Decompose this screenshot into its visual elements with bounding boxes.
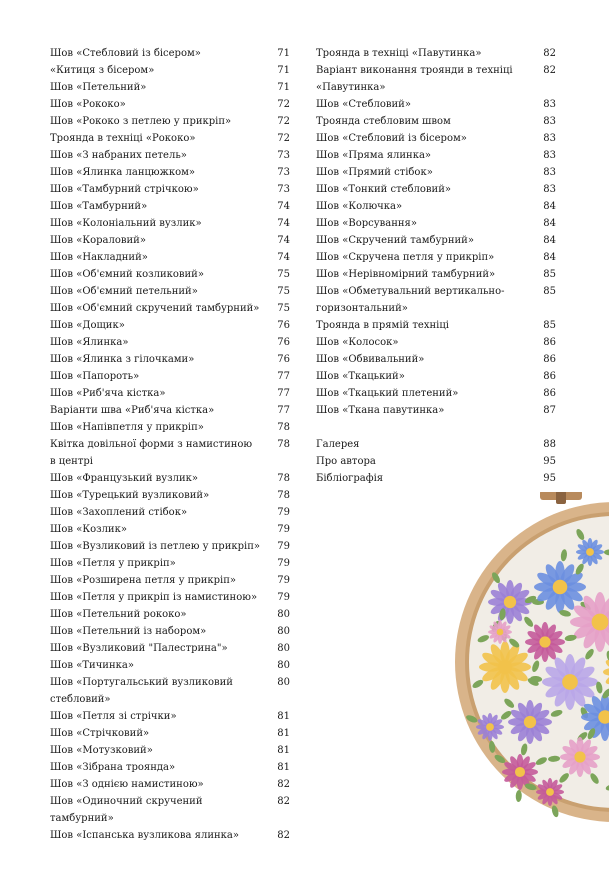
toc-entry-page: 79 <box>277 575 290 586</box>
toc-entry <box>50 266 290 283</box>
toc-entry-page: 78 <box>277 422 290 433</box>
toc-entry-page: 95 <box>543 456 556 467</box>
toc-entry <box>50 555 290 572</box>
toc-entry-page: 76 <box>277 337 290 348</box>
toc-entry-title: Квітка довільної форми з намистиною в центрі <box>50 439 253 467</box>
toc-entry-page: 86 <box>543 388 556 399</box>
toc-entry <box>50 385 290 402</box>
toc-entry <box>50 589 290 606</box>
toc-entry <box>50 147 290 164</box>
toc-entry <box>316 351 556 368</box>
toc-entry-title: Шов «Ткацький плетений» <box>316 388 459 399</box>
toc-entry-page: 79 <box>277 507 290 518</box>
toc-entry <box>50 351 290 368</box>
toc-entry-title: Шов «Іспанська вузликова ялинка» <box>50 830 239 841</box>
toc-entry-back-matter <box>316 470 556 487</box>
toc-entry-page: 81 <box>277 745 290 756</box>
flower-center-icon <box>524 716 536 728</box>
toc-entry-page: 83 <box>543 150 556 161</box>
flower-center-icon <box>574 751 585 762</box>
toc-entry-title: Варіанти шва «Риб'яча кістка» <box>50 405 215 416</box>
flower-center-icon <box>486 723 494 731</box>
toc-entry-title: Шов «Дощик» <box>50 320 125 331</box>
toc-entry <box>50 300 290 317</box>
toc-entry-title: Шов «Колосок» <box>316 337 399 348</box>
flower-center-icon <box>497 629 504 636</box>
toc-entry-page: 75 <box>277 286 290 297</box>
toc-entry-page: 85 <box>543 286 556 297</box>
toc-entry-page: 84 <box>543 218 556 229</box>
toc-entry-page: 74 <box>277 235 290 246</box>
toc-entry-page: 84 <box>543 235 556 246</box>
toc-entry-page: 71 <box>277 48 290 59</box>
toc-entry <box>50 334 290 351</box>
toc-entry <box>50 215 290 232</box>
toc-entry <box>50 249 290 266</box>
toc-entry <box>50 793 290 827</box>
toc-entry-page: 73 <box>277 184 290 195</box>
toc-entry-page: 75 <box>277 269 290 280</box>
toc-entry <box>50 96 290 113</box>
toc-entry-title: Шов «Скручений тамбурний» <box>316 235 474 246</box>
toc-entry-title: Шов «Напівпетля у прикріп» <box>50 422 204 433</box>
toc-entry <box>50 759 290 776</box>
toc-entry <box>50 827 290 844</box>
toc-entry-title: Шов «Петельний» <box>50 82 147 93</box>
toc-entry-title: Шов «Ткана павутинка» <box>316 405 445 416</box>
toc-entry <box>316 45 556 62</box>
toc-entry-title: Шов «Ялинка з гілочками» <box>50 354 195 365</box>
toc-entry-title: Шов «Об'ємний скручений тамбурний» <box>50 303 260 314</box>
toc-entry <box>316 181 556 198</box>
toc-entry <box>316 266 556 283</box>
toc-entry <box>50 130 290 147</box>
toc-entry-page: 74 <box>277 252 290 263</box>
toc-entry-page: 79 <box>277 558 290 569</box>
toc-entry <box>50 487 290 504</box>
toc-entry <box>50 232 290 249</box>
toc-entry-title: Шов «Риб'яча кістка» <box>50 388 166 399</box>
toc-entry-page: 81 <box>277 711 290 722</box>
toc-entry-title: Шов «Вузликовий із петлею у прикріп» <box>50 541 260 552</box>
toc-entry <box>50 113 290 130</box>
toc-entry-page: 80 <box>277 677 290 688</box>
toc-entry <box>316 96 556 113</box>
toc-entry-page: 82 <box>543 48 556 59</box>
toc-entry <box>50 470 290 487</box>
toc-entry-title: Шов «Турецький вузликовий» <box>50 490 210 501</box>
toc-entry-title: Шов «Рококо з петлею у прикріп» <box>50 116 232 127</box>
toc-entry-title: Шов «Тамбурний стрічкою» <box>50 184 199 195</box>
toc-entry <box>50 181 290 198</box>
toc-entry-page: 82 <box>277 779 290 790</box>
toc-entry <box>316 334 556 351</box>
toc-entry-page: 74 <box>277 201 290 212</box>
toc-entry-title: Шов «Тамбурний» <box>50 201 148 212</box>
toc-entry <box>316 368 556 385</box>
toc-entry-title: Шов «Тонкий стебловий» <box>316 184 451 195</box>
toc-entry <box>50 657 290 674</box>
toc-entry-title: Шов «Папороть» <box>50 371 140 382</box>
toc-entry-title: Шов «Обвивальний» <box>316 354 425 365</box>
toc-entry-page: 71 <box>277 82 290 93</box>
toc-entry <box>50 164 290 181</box>
toc-entry-page: 80 <box>277 626 290 637</box>
toc-entry-title: Шов «Нерівномірний тамбурний» <box>316 269 496 280</box>
toc-entry-title: Троянда в прямій техніці <box>316 320 449 331</box>
toc-entry <box>50 62 290 79</box>
toc-entry-title: Шов «Кораловий» <box>50 235 146 246</box>
toc-entry-title: Троянда стебловим швом <box>316 116 451 127</box>
toc-entry <box>316 113 556 130</box>
toc-entry-page: 84 <box>543 201 556 212</box>
toc-entry-title: Шов «Козлик» <box>50 524 127 535</box>
toc-entry <box>316 130 556 147</box>
flower-center-icon <box>539 636 550 647</box>
toc-entry <box>50 776 290 793</box>
toc-entry-page: 83 <box>543 133 556 144</box>
toc-entry-page: 76 <box>277 320 290 331</box>
toc-entry-page: 73 <box>277 167 290 178</box>
toc-entry-page: 79 <box>277 524 290 535</box>
flower-center-icon <box>498 660 513 675</box>
toc-entry <box>50 419 290 436</box>
toc-entry-page: 85 <box>543 269 556 280</box>
toc-entry-title: Шов «Ткацький» <box>316 371 405 382</box>
toc-entry-page: 74 <box>277 218 290 229</box>
toc-entry-title: Шов «Колючка» <box>316 201 403 212</box>
toc-entry-page: 78 <box>277 439 290 450</box>
toc-entry-title: Шов «Стебловий із бісером» <box>316 133 467 144</box>
toc-entry <box>316 317 556 334</box>
toc-entry-page: 72 <box>277 99 290 110</box>
toc-entry-page: 80 <box>277 643 290 654</box>
toc-entry-page: 83 <box>543 184 556 195</box>
toc-entry-page: 87 <box>543 405 556 416</box>
toc-entry-page: 78 <box>277 490 290 501</box>
toc-entry-title: Шов «Об'ємний петельний» <box>50 286 198 297</box>
toc-entry-title: Шов «З однією намистиною» <box>50 779 204 790</box>
toc-entry-title: Шов «Зібрана троянда» <box>50 762 176 773</box>
toc-entry-page: 79 <box>277 541 290 552</box>
toc-entry-page: 86 <box>543 354 556 365</box>
toc-entry-page: 83 <box>543 116 556 127</box>
toc-entry-page: 83 <box>543 99 556 110</box>
toc-entry <box>50 368 290 385</box>
toc-entry <box>50 504 290 521</box>
toc-entry-title: Шов «Колоніальний вузлик» <box>50 218 202 229</box>
toc-entry <box>316 385 556 402</box>
toc-entry-page: 77 <box>277 405 290 416</box>
toc-entry-page: 80 <box>277 609 290 620</box>
flower-center-icon <box>553 580 568 595</box>
toc-entry-title: Троянда в техніці «Павутинка» <box>316 48 482 59</box>
toc-entry-page: 72 <box>277 116 290 127</box>
toc-entry <box>50 79 290 96</box>
toc-entry-title: Шов «Прямий стібок» <box>316 167 433 178</box>
toc-entry <box>50 606 290 623</box>
toc-entry <box>50 402 290 419</box>
toc-right-column <box>316 45 556 487</box>
toc-entry-title: Бібліографія <box>316 473 384 484</box>
toc-entry-title: Шов «Ворсування» <box>316 218 417 229</box>
flower-center-icon <box>562 674 578 690</box>
leaf-icon <box>515 790 522 802</box>
toc-entry-page: 95 <box>543 473 556 484</box>
toc-entry <box>50 623 290 640</box>
toc-entry-title: Шов «Пряма ялинка» <box>316 150 432 161</box>
toc-entry-back-matter <box>316 436 556 453</box>
flower-center-icon <box>515 767 525 777</box>
toc-left-column <box>50 45 290 844</box>
toc-entry-page: 71 <box>277 65 290 76</box>
toc-entry-page: 80 <box>277 660 290 671</box>
toc-entry-title: Шов «Петельний із набором» <box>50 626 207 637</box>
toc-entry-page: 81 <box>277 762 290 773</box>
toc-entry-title: Шов «Одиночний скручений тамбурний» <box>50 796 203 824</box>
flower-center-icon <box>504 596 516 608</box>
toc-entry-page: 72 <box>277 133 290 144</box>
toc-entry-page: 86 <box>543 371 556 382</box>
toc-entry-title: Варіант виконання троянди в техніці «Павутинка» <box>316 65 513 93</box>
toc-entry <box>316 232 556 249</box>
toc-entry-page: 78 <box>277 473 290 484</box>
toc-entry-page: 83 <box>543 167 556 178</box>
toc-entry-page: 79 <box>277 592 290 603</box>
toc-entry <box>50 674 290 708</box>
toc-entry-title: Шов «З набраних петель» <box>50 150 187 161</box>
toc-entry <box>316 147 556 164</box>
toc-entry-title: Шов «Петля у прикріп із намистиною» <box>50 592 258 603</box>
toc-entry-title: Шов «Захоплений стібок» <box>50 507 188 518</box>
toc-entry <box>50 640 290 657</box>
toc-entry-title: Шов «Стрічковий» <box>50 728 150 739</box>
toc-entry-title: Шов «Вузликовий "Палестрина"» <box>50 643 228 654</box>
toc-entry-title: Шов «Стебловий із бісером» <box>50 48 201 59</box>
toc-entry-page: 77 <box>277 371 290 382</box>
embroidery-hoop-icon <box>450 492 609 822</box>
toc-entry-title: Шов «Тичинка» <box>50 660 134 671</box>
toc-entry <box>50 283 290 300</box>
toc-entry <box>50 725 290 742</box>
toc-entry-page: 85 <box>543 320 556 331</box>
toc-entry <box>316 283 556 317</box>
toc-entry-title: «Китиця з бісером» <box>50 65 155 76</box>
flower-center-icon <box>592 614 609 631</box>
toc-entry <box>316 215 556 232</box>
toc-entry-back-matter <box>316 453 556 470</box>
toc-entry-title: Шов «Стебловий» <box>316 99 411 110</box>
toc-entry <box>50 521 290 538</box>
toc-entry-title: Шов «Французький вузлик» <box>50 473 199 484</box>
hoop-screw-icon <box>556 492 566 504</box>
toc-entry-title: Шов «Розширена петля у прикріп» <box>50 575 237 586</box>
toc-entry-page: 84 <box>543 252 556 263</box>
toc-entry-page: 75 <box>277 303 290 314</box>
toc-entry-title: Шов «Ялинка ланцюжком» <box>50 167 195 178</box>
toc-entry-title: Шов «Мотузковий» <box>50 745 153 756</box>
toc-entry-page: 77 <box>277 388 290 399</box>
toc-entry <box>50 436 290 470</box>
toc-entry-title: Шов «Скручена петля у прикріп» <box>316 252 495 263</box>
toc-entry <box>50 45 290 62</box>
toc-entry-page: 82 <box>277 830 290 841</box>
toc-entry-title: Шов «Ялинка» <box>50 337 129 348</box>
toc-entry-title: Троянда в техніці «Рококо» <box>50 133 196 144</box>
toc-entry <box>316 198 556 215</box>
toc-entry <box>50 538 290 555</box>
flower-center-icon <box>586 548 594 556</box>
toc-entry-page: 88 <box>543 439 556 450</box>
toc-spacer <box>316 419 556 436</box>
flower-center-icon <box>546 788 554 796</box>
toc-entry-title: Шов «Португальський вузликовий стебловий» <box>50 677 233 705</box>
toc-entry-title: Шов «Накладний» <box>50 252 148 263</box>
toc-entry <box>316 249 556 266</box>
toc-entry-page: 82 <box>543 65 556 76</box>
toc-entry-title: Шов «Петля зі стрічки» <box>50 711 177 722</box>
toc-entry-title: Про автора <box>316 456 376 467</box>
toc-entry-title: Галерея <box>316 439 360 450</box>
toc-entry-title: Шов «Петельний рококо» <box>50 609 187 620</box>
toc-entry <box>50 572 290 589</box>
toc-entry <box>316 402 556 419</box>
toc-entry <box>50 742 290 759</box>
toc-entry <box>50 198 290 215</box>
toc-entry-title: Шов «Петля у прикріп» <box>50 558 176 569</box>
toc-entry-title: Шов «Обметувальний вертикально-горизонтальний» <box>316 286 505 314</box>
toc-entry <box>50 708 290 725</box>
toc-entry-title: Шов «Об'ємний козликовий» <box>50 269 204 280</box>
toc-entry <box>316 62 556 96</box>
toc-entry-page: 81 <box>277 728 290 739</box>
toc-entry-page: 73 <box>277 150 290 161</box>
toc-entry <box>50 317 290 334</box>
toc-entry-page: 82 <box>277 796 290 807</box>
toc-entry <box>316 164 556 181</box>
toc-entry-page: 76 <box>277 354 290 365</box>
toc-entry-title: Шов «Рококо» <box>50 99 126 110</box>
toc-entry-page: 86 <box>543 337 556 348</box>
